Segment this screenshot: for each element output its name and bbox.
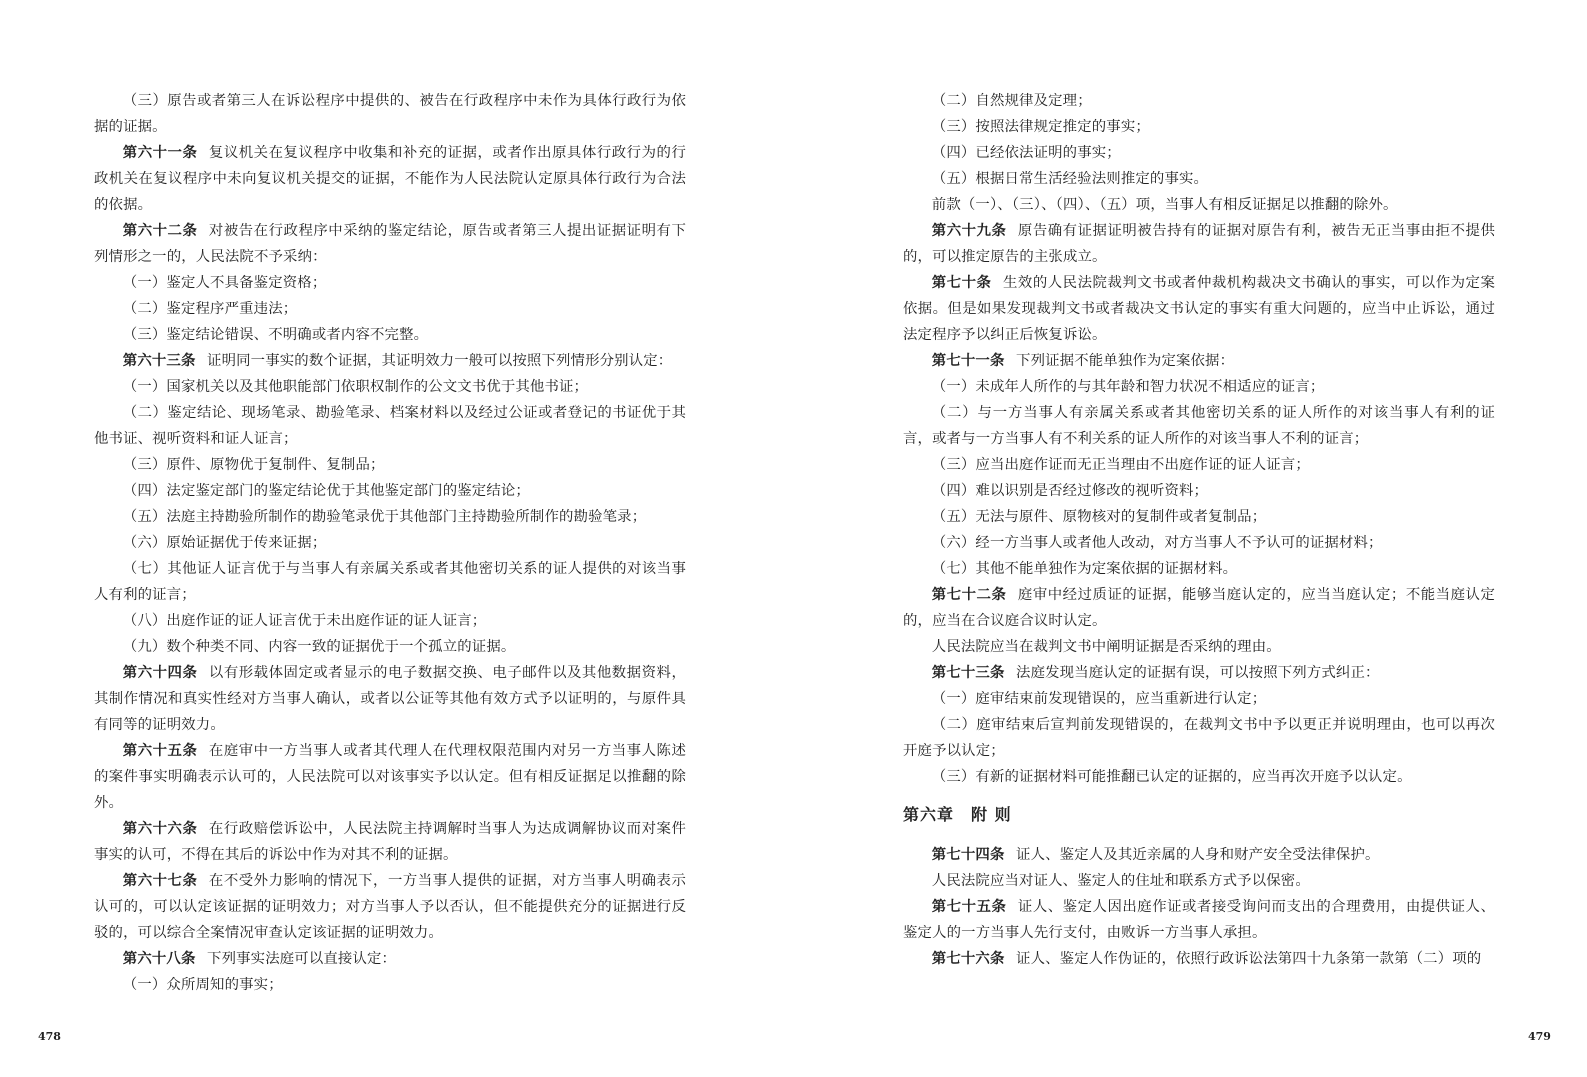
paragraph-text: 人民法院应当在裁判文书中阐明证据是否采纳的理由。 xyxy=(931,639,1281,655)
article-paragraph xyxy=(903,894,1495,946)
paragraph-text: （三）原件、原物优于复制件、复制品； xyxy=(122,457,385,473)
paragraph-text: （二）与一方当事人有亲属关系或者其他密切关系的证人所作的对该当事人有利的证言，或者与一方当事人有不利关系的证人所作的对该当事人不利的证言； xyxy=(903,405,1495,447)
clause-paragraph xyxy=(903,712,1495,764)
paragraph-text: （九）数个种类不同、内容一致的证据优于一个孤立的证据。 xyxy=(122,639,516,655)
paragraph-text: （七）其他证人证言优于与当事人有亲属关系或者其他密切关系的证人提供的对该当事人有利的证言； xyxy=(94,561,686,603)
article-number: 第六十三条 xyxy=(122,352,196,369)
article-paragraph xyxy=(94,348,686,374)
article-paragraph xyxy=(94,218,686,270)
clause-paragraph xyxy=(94,478,686,504)
paragraph-text: （一）未成年人所作的与其年龄和智力状况不相适应的证言； xyxy=(931,379,1325,395)
paragraph-text: （五）法庭主持勘验所制作的勘验笔录优于其他部门主持勘验所制作的勘验笔录； xyxy=(122,509,647,525)
clause-paragraph xyxy=(94,530,686,556)
article-paragraph xyxy=(94,738,686,816)
article-paragraph xyxy=(903,842,1495,868)
clause-paragraph xyxy=(94,88,686,140)
paragraph-text: 证人、鉴定人及其近亲属的人身和财产安全受法律保护。 xyxy=(1016,847,1380,863)
article-number: 第七十一条 xyxy=(931,352,1005,369)
article-number: 第七十条 xyxy=(931,274,992,291)
article-number: 第六十七条 xyxy=(122,872,198,889)
article-number: 第六十一条 xyxy=(122,144,198,161)
article-number: 第七十六条 xyxy=(931,950,1005,967)
paragraph-text: （一）众所周知的事实； xyxy=(122,977,283,993)
paragraph-text: 在不受外力影响的情况下，一方当事人提供的证据，对方当事人明确表示认可的，可以认定该证据的证明效力；对方当事人予以否认，但不能提供充分的证据进行反驳的，可以综合全案情况审查认定该证据的证明效力。 xyxy=(94,873,686,941)
paragraph-text: （二）鉴定程序严重违法； xyxy=(122,301,298,317)
paragraph-text: 证明同一事实的数个证据，其证明效力一般可以按照下列情形分别认定： xyxy=(207,353,673,369)
paragraph-text: （六）原始证据优于传来证据； xyxy=(122,535,327,551)
left-page-number: 478 xyxy=(38,1030,61,1043)
clause-paragraph xyxy=(903,374,1495,400)
right-page-body xyxy=(903,88,1495,972)
paragraph-text: （四）已经依法证明的事实； xyxy=(931,145,1121,161)
clause-paragraph xyxy=(903,556,1495,582)
paragraph-text: （二）庭审结束后宣判前发现错误的，在裁判文书中予以更正并说明理由，也可以再次开庭予以认定； xyxy=(903,717,1495,759)
article-paragraph xyxy=(903,218,1495,270)
paragraph-text: （二）自然规律及定理； xyxy=(931,93,1092,109)
clause-paragraph xyxy=(94,452,686,478)
paragraph-text: （一）鉴定人不具备鉴定资格； xyxy=(122,275,327,291)
clause-paragraph xyxy=(94,374,686,400)
clause-paragraph xyxy=(903,530,1495,556)
clause-paragraph xyxy=(903,192,1495,218)
clause-paragraph xyxy=(903,452,1495,478)
article-number: 第六十九条 xyxy=(931,222,1007,239)
article-number: 第七十五条 xyxy=(931,898,1007,915)
clause-paragraph xyxy=(903,504,1495,530)
paragraph-text: （一）庭审结束前发现错误的，应当重新进行认定； xyxy=(931,691,1267,707)
clause-paragraph xyxy=(94,296,686,322)
clause-paragraph xyxy=(903,400,1495,452)
paragraph-text: （七）其他不能单独作为定案依据的证据材料。 xyxy=(931,561,1238,577)
article-number: 第六十四条 xyxy=(122,664,198,681)
article-paragraph xyxy=(94,816,686,868)
clause-paragraph xyxy=(903,166,1495,192)
article-paragraph xyxy=(94,660,686,738)
article-paragraph xyxy=(94,140,686,218)
clause-paragraph xyxy=(94,504,686,530)
paragraph-text: 以有形载体固定或者显示的电子数据交换、电子邮件以及其他数据资料，其制作情况和真实性经对方当事人确认，或者以公证等其他有效方式予以证明的，与原件具有同等的证明效力。 xyxy=(94,665,686,733)
clause-paragraph xyxy=(94,608,686,634)
clause-paragraph xyxy=(903,478,1495,504)
article-number: 第六十五条 xyxy=(122,742,198,759)
article-number: 第七十二条 xyxy=(931,586,1007,603)
right-page-number: 479 xyxy=(1528,1030,1551,1043)
paragraph-text: （二）鉴定结论、现场笔录、勘验笔录、档案材料以及经过公证或者登记的书证优于其他书证、视听资料和证人证言； xyxy=(94,405,686,447)
paragraph-text: （五）无法与原件、原物核对的复制件或者复制品； xyxy=(931,509,1267,525)
paragraph-text: 生效的人民法院裁判文书或者仲裁机构裁决文书确认的事实，可以作为定案依据。但是如果发现裁判文书或者裁决文书认定的事实有重大问题的，应当中止诉讼，通过法定程序予以纠正后恢复诉讼。 xyxy=(903,275,1495,343)
article-number: 第七十三条 xyxy=(931,664,1005,681)
paragraph-text: 庭审中经过质证的证据，能够当庭认定的，应当当庭认定；不能当庭认定的，应当在合议庭合议时认定。 xyxy=(903,587,1495,629)
paragraph-text: （三）有新的证据材料可能推翻已认定的证据的，应当再次开庭予以认定。 xyxy=(931,769,1412,785)
clause-paragraph xyxy=(94,400,686,452)
left-page-body xyxy=(94,88,686,998)
article-paragraph xyxy=(903,270,1495,348)
article-number: 第六十六条 xyxy=(122,820,198,837)
article-paragraph xyxy=(94,946,686,972)
article-paragraph xyxy=(903,582,1495,634)
clause-paragraph xyxy=(94,270,686,296)
paragraph-text: 证人、鉴定人因出庭作证或者接受询问而支出的合理费用，由提供证人、鉴定人的一方当事人先行支付，由败诉一方当事人承担。 xyxy=(903,899,1495,941)
paragraph-text: （一）国家机关以及其他职能部门依职权制作的公文文书优于其他书证； xyxy=(122,379,589,395)
paragraph-text: 对被告在行政程序中采纳的鉴定结论，原告或者第三人提出证据证明有下列情形之一的，人民法院不予采纳： xyxy=(94,223,686,265)
paragraph-text: 下列证据不能单独作为定案依据： xyxy=(1016,353,1235,369)
paragraph-text: （八）出庭作证的证人证言优于未出庭作证的证人证言； xyxy=(122,613,487,629)
clause-paragraph xyxy=(94,556,686,608)
paragraph-text: （四）法定鉴定部门的鉴定结论优于其他鉴定部门的鉴定结论； xyxy=(122,483,530,499)
article-paragraph xyxy=(903,660,1495,686)
paragraph-text: 在行政赔偿诉讼中，人民法院主持调解时当事人为达成调解协议而对案件事实的认可，不得在其后的诉讼中作为对其不利的证据。 xyxy=(94,821,686,863)
paragraph-text: （三）按照法律规定推定的事实； xyxy=(931,119,1150,135)
chapter-heading: 第六章 附 则 xyxy=(903,805,1012,824)
paragraph-text: （五）根据日常生活经验法则推定的事实。 xyxy=(931,171,1209,187)
paragraph-text: 复议机关在复议程序中收集和补充的证据，或者作出原具体行政行为的行政机关在复议程序中未向复议机关提交的证据，不能作为人民法院认定原具体行政行为合法的依据。 xyxy=(94,145,686,213)
clause-paragraph xyxy=(903,634,1495,660)
paragraph-text: （四）难以识别是否经过修改的视听资料； xyxy=(931,483,1209,499)
clause-paragraph xyxy=(94,634,686,660)
paragraph-text: 人民法院应当对证人、鉴定人的住址和联系方式予以保密。 xyxy=(931,873,1310,889)
paragraph-text: 前款（一）、（三）、（四）、（五）项，当事人有相反证据足以推翻的除外。 xyxy=(931,197,1398,213)
article-paragraph xyxy=(94,868,686,946)
paragraph-text: 证人、鉴定人作伪证的，依照行政诉讼法第四十九条第一款第（二）项的 xyxy=(1016,951,1482,967)
article-number: 第六十八条 xyxy=(122,950,196,967)
clause-paragraph xyxy=(903,88,1495,114)
paragraph-text: （六）经一方当事人或者他人改动，对方当事人不予认可的证据材料； xyxy=(931,535,1383,551)
article-paragraph xyxy=(903,348,1495,374)
clause-paragraph xyxy=(903,868,1495,894)
paragraph-text: 下列事实法庭可以直接认定： xyxy=(207,951,397,967)
clause-paragraph xyxy=(94,972,686,998)
clause-paragraph xyxy=(903,140,1495,166)
clause-paragraph xyxy=(903,114,1495,140)
article-number: 第七十四条 xyxy=(931,846,1005,863)
clause-paragraph xyxy=(903,764,1495,790)
clause-paragraph xyxy=(903,686,1495,712)
paragraph-text: （三）应当出庭作证而无正当理由不出庭作证的证人证言； xyxy=(931,457,1310,473)
paragraph-text: （三）鉴定结论错误、不明确或者内容不完整。 xyxy=(122,327,429,343)
clause-paragraph xyxy=(94,322,686,348)
article-paragraph xyxy=(903,946,1495,972)
paragraph-text: （三）原告或者第三人在诉讼程序中提供的、被告在行政程序中未作为具体行政行为依据的证据。 xyxy=(94,93,686,135)
paragraph-text: 原告确有证据证明被告持有的证据对原告有利，被告无正当事由拒不提供的，可以推定原告的主张成立。 xyxy=(903,223,1495,265)
paragraph-text: 在庭审中一方当事人或者其代理人在代理权限范围内对另一方当事人陈述的案件事实明确表示认可的，人民法院可以对该事实予以认定。但有相反证据足以推翻的除外。 xyxy=(94,743,686,811)
paragraph-text: 法庭发现当庭认定的证据有误，可以按照下列方式纠正： xyxy=(1016,665,1380,681)
article-number: 第六十二条 xyxy=(122,222,198,239)
